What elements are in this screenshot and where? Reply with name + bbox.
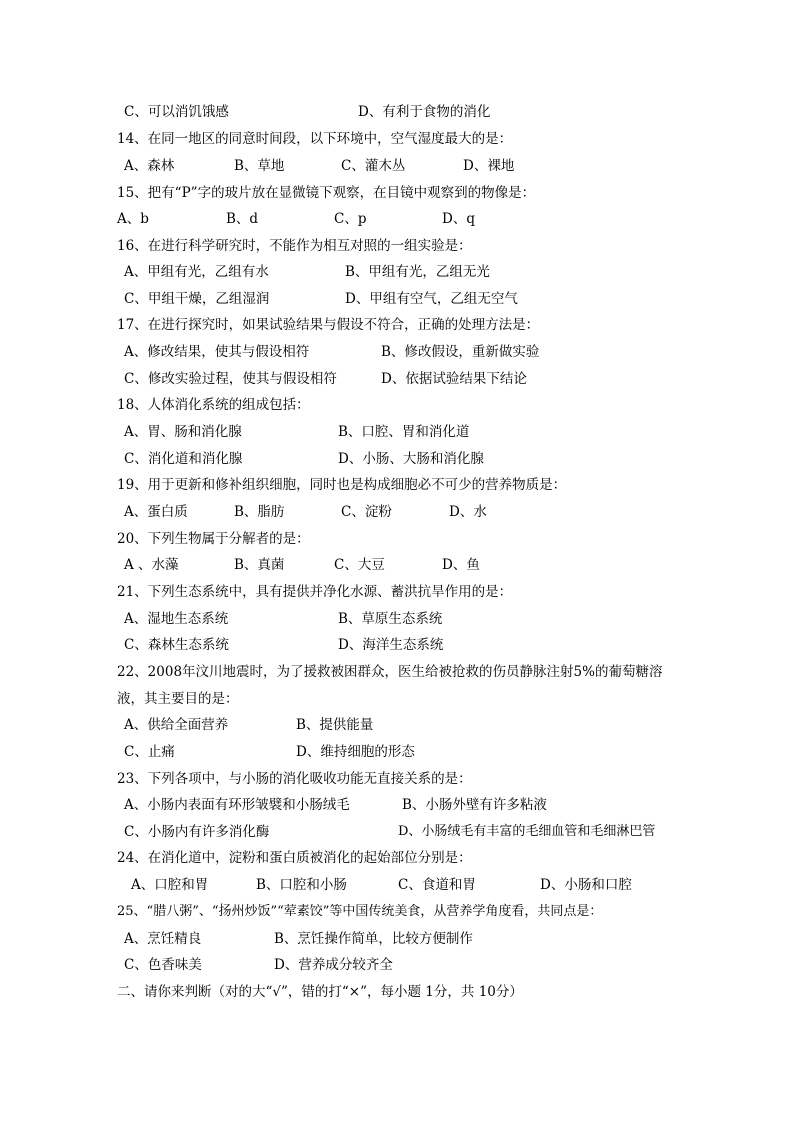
q23-option-a: A、小肠内表面有环形皱襞和小肠绒毛 (124, 797, 350, 813)
q21-option-d: D、海洋生态系统 (338, 637, 444, 653)
q24-option-a: A、口腔和胃 (131, 877, 209, 893)
q14-option-c: C、灌木丛 (341, 158, 406, 174)
q15-option-c: C、p (334, 211, 367, 227)
q17-option-d: D、依据试验结果下结论 (381, 371, 527, 387)
q14-option-a: A、森林 (124, 158, 175, 174)
q16-option-c: C、甲组干燥，乙组湿润 (124, 291, 270, 307)
q16-option-a: A、甲组有光，乙组有水 (124, 264, 269, 280)
q19-stem: 19、用于更新和修补组织细胞，同时也是构成细胞必不可少的营养物质是： (117, 477, 567, 493)
q21-option-a: A、湿地生态系统 (124, 611, 229, 627)
q25-option-d: D、营养成分较齐全 (274, 957, 393, 973)
q20-option-a: A 、水藻 (124, 557, 179, 573)
q25-option-b: B、烹饪操作简单，比较方便制作 (274, 931, 473, 947)
q18-stem: 18、人体消化系统的组成包括： (117, 397, 310, 413)
q15-option-d: D、q (442, 211, 475, 227)
q16-option-d: D、甲组有空气，乙组无空气 (345, 291, 518, 307)
q24-stem: 24、在消化道中，淀粉和蛋白质被消化的起始部位分别是： (117, 850, 472, 866)
q15-stem: 15、把有“P”字的玻片放在显微镜下观察，在目镜中观察到的物像是： (117, 185, 536, 201)
q19-option-c: C、淀粉 (341, 504, 392, 520)
q20-option-b: B、真菌 (234, 557, 285, 573)
q24-option-b: B、口腔和小肠 (256, 877, 347, 893)
q17-stem: 17、在进行探究时，如果试验结果与假设不符合，正确的处理方法是： (117, 317, 540, 333)
q19-option-d: D、水 (449, 504, 487, 520)
q24-option-c: C、食道和胃 (398, 877, 476, 893)
q13-option-d: D、有利于食物的消化 (358, 104, 491, 120)
q15-option-b: B、d (226, 211, 259, 227)
q22-option-c: C、止痛 (124, 744, 175, 760)
q23-option-b: B、小肠外壁有许多粘液 (402, 797, 547, 813)
q20-option-c: C、大豆 (334, 557, 385, 573)
q14-option-d: D、裸地 (463, 158, 515, 174)
q19-option-b: B、脂肪 (234, 504, 285, 520)
q21-option-c: C、森林生态系统 (124, 637, 229, 653)
q18-option-d: D、小肠、大肠和消化腺 (338, 451, 484, 467)
q21-option-b: B、草原生态系统 (338, 611, 443, 627)
q16-stem: 16、在进行科学研究时，不能作为相互对照的一组实验是： (117, 238, 472, 254)
q23-option-c: C、小肠内有许多消化酶 (124, 824, 270, 840)
q21-stem: 21、下列生态系统中，具有提供并净化水源、蓄洪抗旱作用的是： (117, 584, 513, 600)
q16-option-b: B、甲组有光，乙组无光 (345, 264, 490, 280)
q18-option-a: A、胃、肠和消化腺 (124, 424, 242, 440)
q25-option-a: A、烹饪精良 (124, 931, 202, 947)
q13-option-c: C、可以消饥饿感 (124, 104, 229, 120)
q20-stem: 20、下列生物属于分解者的是： (117, 531, 310, 547)
q17-option-c: C、修改实验过程，使其与假设相符 (124, 371, 337, 387)
q22-stem-continued: 液，其主要目的是： (117, 691, 239, 707)
q22-option-b: B、提供能量 (296, 717, 374, 733)
q19-option-a: A、蛋白质 (124, 504, 188, 520)
q23-stem: 23、下列各项中，与小肠的消化吸收功能无直接关系的是： (117, 771, 472, 787)
q17-option-a: A、修改结果，使其与假设相符 (124, 344, 310, 360)
section2-title: 二、请你来判断（对的大“√”，错的打“×”，每小题 1分，共 10分） (117, 984, 523, 1000)
q14-option-b: B、草地 (234, 158, 285, 174)
q24-option-d: D、小肠和口腔 (540, 877, 632, 893)
q15-option-a: A、b (117, 211, 149, 227)
q17-option-b: B、修改假设，重新做实验 (381, 344, 540, 360)
q20-option-d: D、鱼 (442, 557, 480, 573)
q22-stem: 22、2008年汶川地震时，为了援救被困群众，医生给被抢救的伤员静脉注射5%的葡萄糖溶 (117, 664, 663, 680)
q14-stem: 14、在同一地区的同意时间段，以下环境中，空气湿度最大的是： (117, 131, 513, 147)
q22-option-a: A、供给全面营养 (124, 717, 229, 733)
q23-option-d: D、小肠绒毛有丰富的毛细血管和毛细淋巴管 (398, 824, 656, 839)
q22-option-d: D、维持细胞的形态 (296, 744, 415, 760)
q18-option-c: C、消化道和消化腺 (124, 451, 243, 467)
q25-stem: 25、“腊八粥”、“扬州炒饭”“荤素饺”等中国传统美食，从营养学角度看，共同点是： (117, 904, 603, 919)
q18-option-b: B、口腔、胃和消化道 (338, 424, 470, 440)
q25-option-c: C、色香味美 (124, 957, 202, 973)
